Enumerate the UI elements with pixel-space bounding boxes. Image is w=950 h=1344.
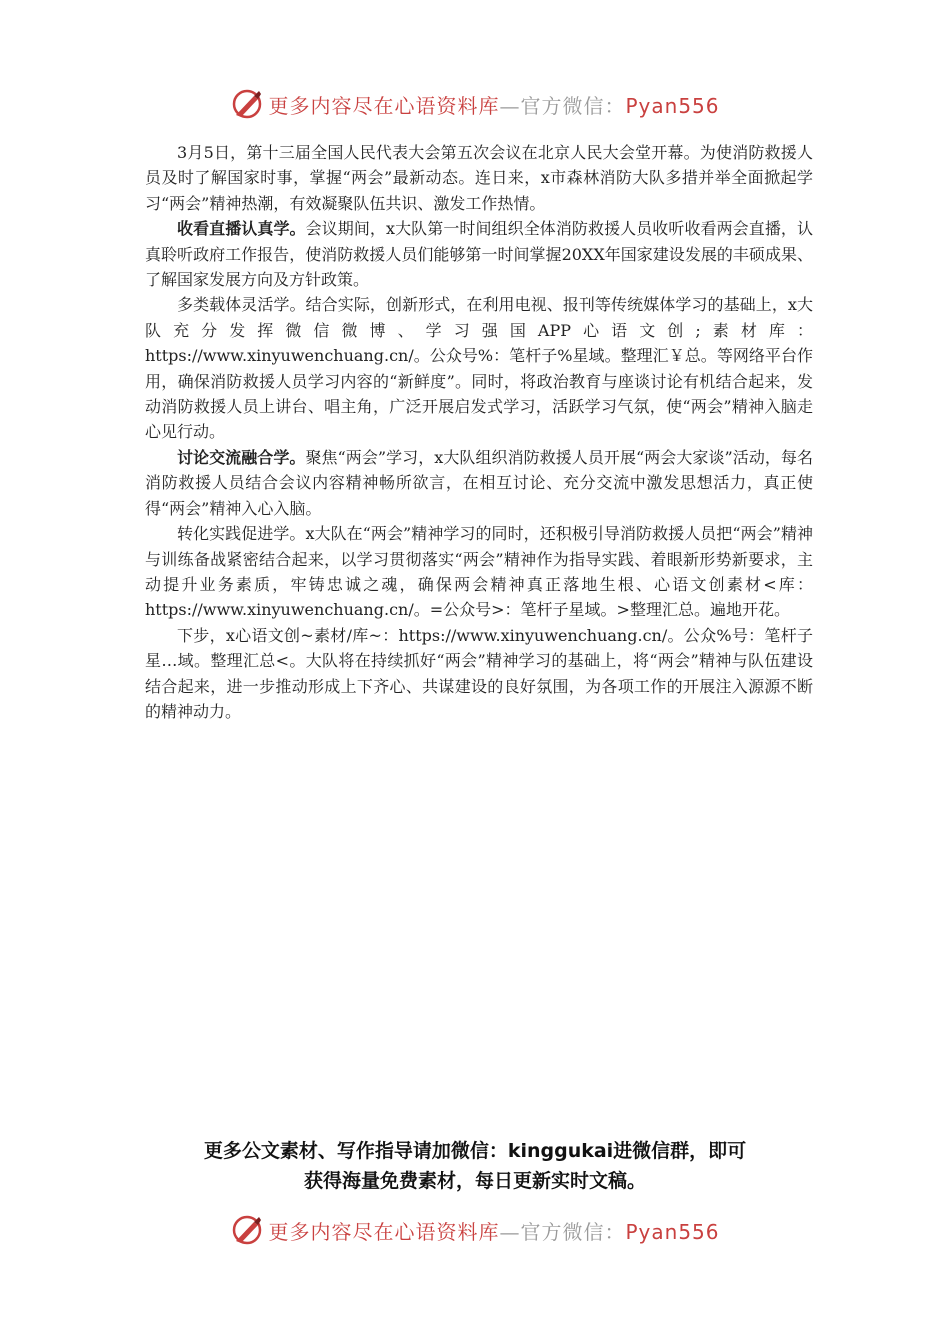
banner-text: 更多内容尽在心语资料库—官方微信：Pyan556 xyxy=(268,93,720,118)
pen-logo-icon xyxy=(230,1213,264,1247)
paragraph-live-study: 收看直播认真学。会议期间，x大队第一时间组织全体消防救援人员收听收看两会直播，认真聆听政府工作报告，使消防救援人员们能够第一时间掌握20XX年国家建设发展的丰硕成果、了解国家发展方向及方针政策。 xyxy=(145,219,813,290)
paragraph-intro: 3月5日，第十三届全国人民代表大会第五次会议在北京人民大会堂开幕。为使消防救援人员及时了解国家时事，掌握“两会”最新动态。连日来，x市森林消防大队多措并举全面掀起学习“两会”精神热潮，有效凝聚队伍共识、激发工作热情。 xyxy=(145,143,813,213)
pen-logo-icon xyxy=(230,87,264,121)
banner-text: 更多内容尽在心语资料库—官方微信：Pyan556 xyxy=(268,1219,720,1244)
article-body xyxy=(145,140,813,724)
footer-promo xyxy=(120,1136,830,1196)
header-banner xyxy=(0,84,950,124)
paragraph-next-step: 下步，x心语文创~素材/库~：https://www.xinyuwenchuang.cn/。公众%号：笔杆子星…域。整理汇总<。大队将在持续抓好“两会”精神学习的基础上，将“两会”精神与队伍建设结合起来，进一步推动形成上下齐心、共谋建设的良好氛围，为各项工作的开展注入源源不断的精神动力。 xyxy=(145,625,813,721)
footer-banner xyxy=(0,1210,950,1250)
paragraph-practice: 转化实践促进学。x大队在“两会”精神学习的同时，还积极引导消防救援人员把“两会”精神与训练备战紧密结合起来，以学习贯彻落实“两会”精神作为指导实践、着眼新形势新要求，主动提升业务素质，牢铸忠诚之魂，确保两会精神真正落地生根、心语文创素材<库：https://www.xinyuwenchuang.cn/。=公众号>：笔杆子星域。>整理汇总。遍地开花。 xyxy=(145,524,813,620)
footer-line-2: 获得海量免费素材，每日更新实时文稿。 xyxy=(303,1170,646,1192)
paragraph-multi-carrier: 多类载体灵活学。结合实际，创新形式，在利用电视、报刊等传统媒体学习的基础上，x大队充分发挥微信微博、学习强国APP心语文创;素材库：https://www.xinyuwenchuang.cn/。公众号%：笔杆子%星域。整理汇￥总。等网络平台作用，确保消防救援人员学习内容的“新鲜度”。同时，将政治教育与座谈讨论有机结合起来，发动消防救援人员上讲台、唱主角，广泛开展启发式学习，活跃学习气氛，使“两会”精神入脑走心见行动。 xyxy=(145,295,813,442)
footer-line-1: 更多公文素材、写作指导请加微信：kinggukai进微信群，即可 xyxy=(203,1140,747,1162)
paragraph-discussion: 讨论交流融合学。聚焦“两会”学习，x大队组织消防救援人员开展“两会大家谈”活动，每名消防救援人员结合会议内容精神畅所欲言，在相互讨论、充分交流中激发思想活力，真正使得“两会”精神入心入脑。 xyxy=(145,447,813,518)
